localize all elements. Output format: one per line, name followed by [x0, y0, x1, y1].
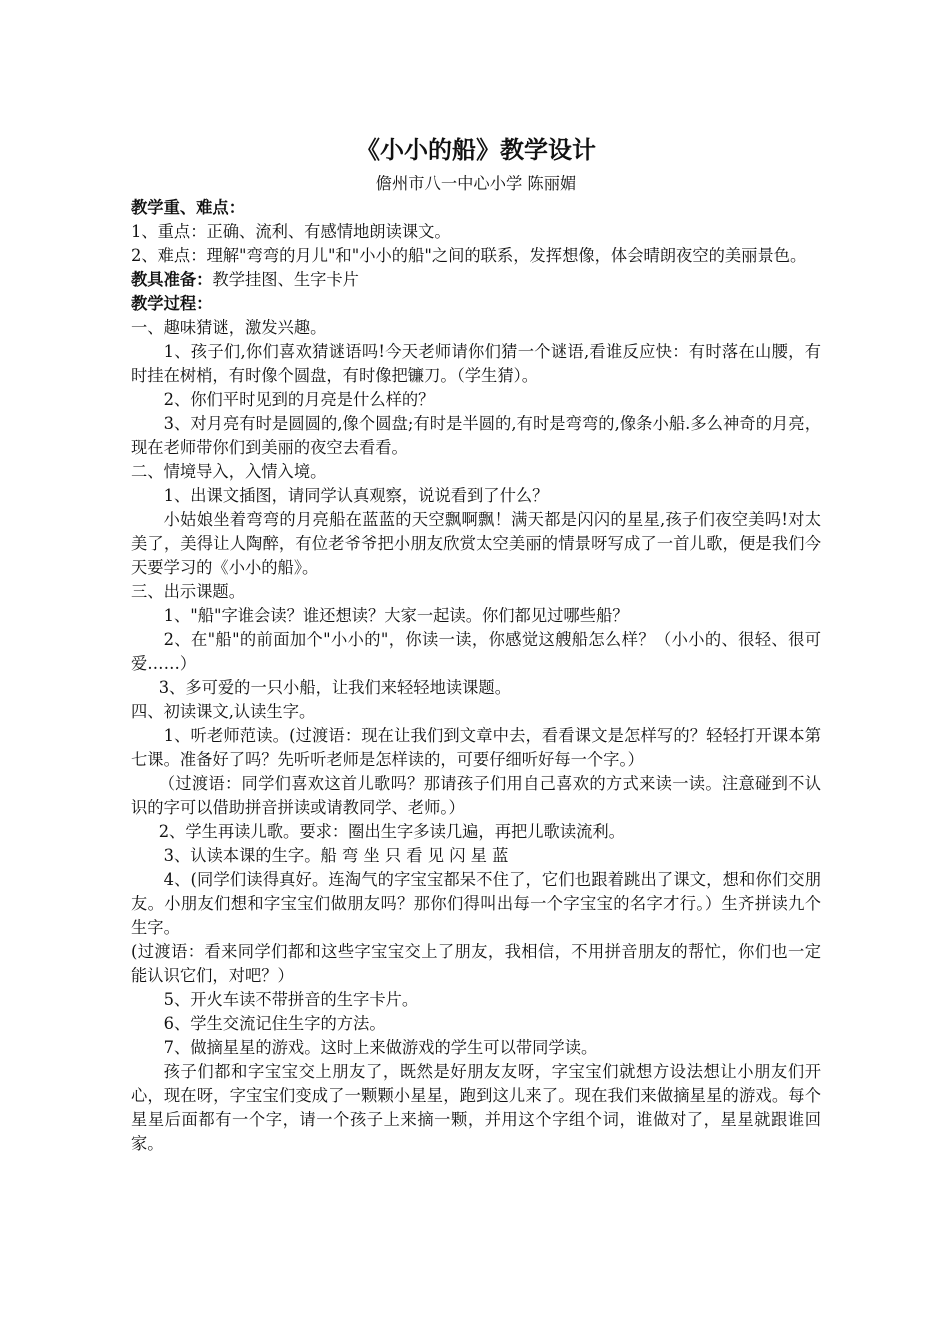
- step-heading: 一、趣味猜谜，激发兴趣。: [131, 318, 327, 337]
- paragraph: 5、开火车读不带拼音的生字卡片。: [163, 990, 419, 1009]
- paragraph: 1、听老师范读。(过渡语：现在让我们到文章中去，看看课文是怎样写的？轻轻打开课本第七课。准备好了吗？先听听老师是怎样读的，可要仔细听好每一个字。）: [131, 726, 821, 769]
- paragraph: 3、认读本课的生字。船 弯 坐 只 看 见 闪 星 蓝: [163, 846, 509, 865]
- paragraph: 2、在"船"的前面加个"小小的"，你读一读，你感觉这艘船怎么样？（小小的、很轻、很可爱……）: [131, 630, 821, 673]
- paragraph: 4、(同学们读得真好。连淘气的字宝宝都呆不住了，它们也跟着跳出了课文，想和你们交朋友。小朋友们想和字宝宝们做朋友吗？那你们得叫出每一个字宝宝的名字才行。）生齐拼读九个生字。: [131, 870, 821, 937]
- step-heading: 三、出示课题。: [131, 582, 245, 601]
- paragraph: 1、孩子们,你们喜欢猜谜语吗!今天老师请你们猜一个谜语,看谁反应快：有时落在山腰，有时挂在树梢，有时像个圆盘，有时像把镰刀。（学生猜）。: [131, 342, 821, 385]
- document-author: 儋州市八一中心小学 陈丽媚: [375, 174, 577, 193]
- paragraph: 1、"船"字谁会读？谁还想读？大家一起读。你们都见过哪些船？: [163, 606, 629, 625]
- paragraph: （过渡语：同学们喜欢这首儿歌吗？那请孩子们用自己喜欢的方式来读一读。注意碰到不认识的字可以借助拼音拼读或请教同学、老师。）: [131, 774, 821, 817]
- document-page: [131, 130, 821, 1156]
- paragraph: 1、出课文插图，请同学认真观察，说说看到了什么？: [163, 486, 549, 505]
- prep-text: 教学挂图、生字卡片: [212, 270, 359, 289]
- paragraph: 3、多可爱的一只小船，让我们来轻轻地读课题。: [158, 678, 511, 697]
- paragraph: 1、重点：正确、流利、有感情地朗读课文。: [131, 222, 451, 241]
- paragraph: (过渡语：看来同学们都和这些字宝宝交上了朋友，我相信，不用拼音朋友的帮忙，你们也一定能认识它们，对吧？）: [131, 942, 821, 985]
- step-heading: 四、初读课文,认读生字。: [131, 702, 316, 721]
- prep-label: 教具准备：: [131, 270, 213, 289]
- paragraph: 3、对月亮有时是圆圆的,像个圆盘;有时是半圆的,有时是弯弯的,像条小船.多么神奇的月亮，现在老师带你们到美丽的夜空去看看。: [131, 414, 821, 457]
- paragraph: 2、难点：理解"弯弯的月儿"和"小小的船"之间的联系，发挥想像，体会晴朗夜空的美丽景色。: [131, 246, 807, 265]
- paragraph: 孩子们都和字宝宝交上朋友了，既然是好朋友友呀，字宝宝们就想方设法想让小朋友们开心，现在呀，字宝宝们变成了一颗颗小星星，跑到这儿来了。现在我们来做摘星星的游戏。每个星星后面都有一个字，请一个孩子上来摘一颗，并用这个字组个词，谁做对了，星星就跟谁回家。: [131, 1062, 821, 1153]
- paragraph: 小姑娘坐着弯弯的月亮船在蓝蓝的天空飘啊飘！满天都是闪闪的星星,孩子们夜空美吗!对太美了，美得让人陶醉，有位老爷爷把小朋友欣赏太空美丽的情景呀写成了一首儿歌，便是我们今天要学习的《小小的船》。: [131, 510, 821, 577]
- section-heading-process: 教学过程：: [131, 294, 213, 313]
- paragraph: 2、你们平时见到的月亮是什么样的？: [163, 390, 435, 409]
- step-heading: 二、情境导入，入情入境。: [131, 462, 327, 481]
- section-heading-key-points: 教学重、难点：: [131, 198, 245, 217]
- paragraph: 2、学生再读儿歌。要求：圈出生字多读几遍，再把儿歌读流利。: [158, 822, 625, 841]
- paragraph: 6、学生交流记住生字的方法。: [163, 1014, 386, 1033]
- document-title: 《小小的船》教学设计: [356, 135, 596, 164]
- prep-line: [131, 268, 821, 292]
- paragraph: 7、做摘星星的游戏。这时上来做游戏的学生可以带同学读。: [163, 1038, 598, 1057]
